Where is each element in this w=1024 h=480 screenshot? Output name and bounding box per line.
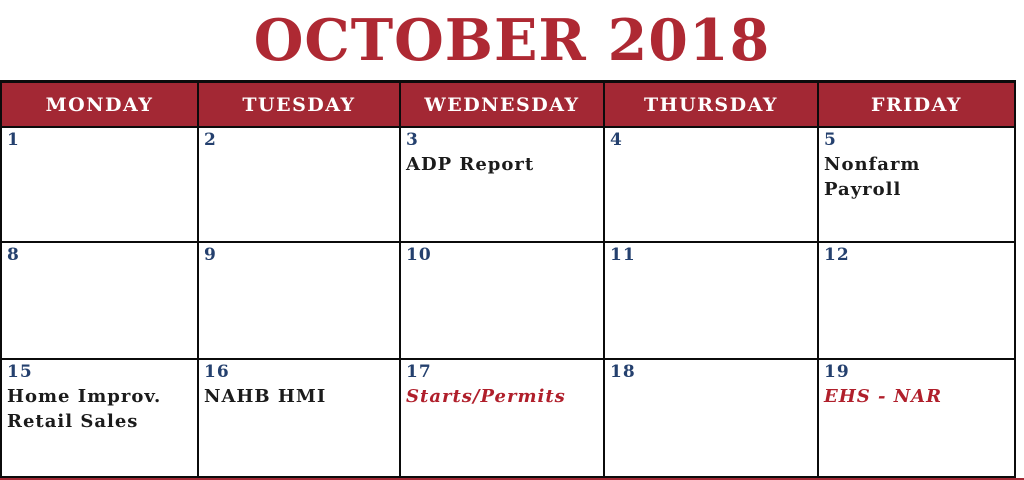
event-label: Starts/Permits (406, 386, 566, 407)
day-cell-1[interactable] (2, 128, 199, 241)
day-number: 2 (204, 130, 217, 150)
event-label: EHS - NAR (824, 386, 943, 407)
day-cell-9[interactable] (199, 243, 401, 358)
week-row (2, 360, 1014, 478)
weekday-header-thursday: THURSDAY (605, 83, 819, 126)
weekday-header-monday: MONDAY (2, 83, 199, 126)
day-number: 12 (824, 245, 850, 265)
day-cell-8[interactable] (2, 243, 199, 358)
event-label: ADP Report (406, 154, 535, 175)
day-number: 18 (610, 362, 636, 382)
event-label: Retail Sales (7, 411, 139, 432)
event-label: Nonfarm (824, 154, 921, 175)
day-cell-2[interactable] (199, 128, 401, 241)
day-number: 19 (824, 362, 850, 382)
day-cell-3[interactable] (401, 128, 605, 241)
day-number: 8 (7, 245, 20, 265)
day-number: 3 (406, 130, 419, 150)
day-cell-17[interactable] (401, 360, 605, 476)
day-cell-19[interactable] (819, 360, 1014, 476)
day-cell-16[interactable] (199, 360, 401, 476)
day-cell-15[interactable] (2, 360, 199, 476)
day-number: 16 (204, 362, 230, 382)
calendar-title: OCTOBER 2018 (253, 6, 771, 74)
event-label: Payroll (824, 179, 902, 200)
calendar-weeks (2, 128, 1014, 478)
weekday-header-tuesday: TUESDAY (199, 83, 401, 126)
day-number: 9 (204, 245, 217, 265)
weekday-header-friday: FRIDAY (870, 93, 962, 116)
day-number: 1 (7, 130, 20, 150)
day-number: 10 (406, 245, 432, 265)
day-cell-4[interactable] (605, 128, 819, 241)
day-cell-5[interactable] (819, 128, 1014, 241)
day-cell-11[interactable] (605, 243, 819, 358)
weekday-header-row (2, 83, 1014, 128)
weekday-header-wednesday: WEDNESDAY (401, 83, 605, 126)
day-number: 15 (7, 362, 33, 382)
week-row (2, 128, 1014, 243)
day-number: 11 (610, 245, 636, 265)
day-number: 5 (824, 130, 837, 150)
event-label: NAHB HMI (204, 386, 327, 407)
day-number: 4 (610, 130, 623, 150)
day-number: 17 (406, 362, 432, 382)
day-cell-18[interactable] (605, 360, 819, 476)
event-label: Home Improv. (7, 386, 162, 407)
day-cell-10[interactable] (401, 243, 605, 358)
week-row (2, 243, 1014, 360)
day-cell-12[interactable] (819, 243, 1014, 358)
calendar-grid (0, 80, 1016, 478)
